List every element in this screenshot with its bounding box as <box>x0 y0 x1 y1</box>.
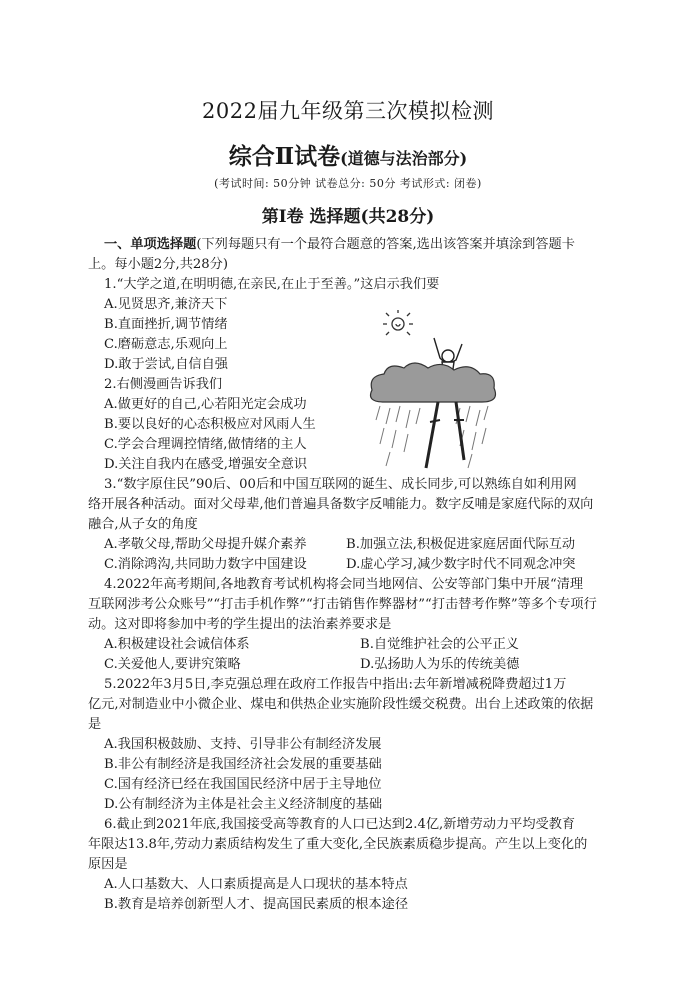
q4-option-d: D.弘扬助人为乐的传统美德 <box>360 657 520 672</box>
q5-option-a: A.我国积极鼓励、支持、引导非公有制经济发展 <box>104 737 382 752</box>
q2-option-d: D.关注自我内在感受,增强安全意识 <box>104 457 308 472</box>
q6-option-b: B.教育是培养创新型人才、提高国民素质的根本途径 <box>104 897 409 912</box>
q3-option-a: A.孝敬父母,帮助父母提升媒介素养 <box>104 537 307 552</box>
q3-option-c: C.消除鸿沟,共同助力数字中国建设 <box>104 557 307 572</box>
exam-subtitle: 综合Ⅱ试卷 <box>228 143 341 170</box>
q5-stem-3: 是 <box>88 717 102 732</box>
q6-stem-1: 6.截止到2021年底,我国接受高等教育的人口已达到2.4亿,新增劳动力平均受教育 <box>104 817 576 832</box>
q3-stem-3: 融合,从子女的角度 <box>88 517 198 532</box>
section-instruction-1: (下列每题只有一个最符合题意的答案,选出该答案并填涂到答题卡 <box>196 237 575 252</box>
exam-subtitle-note: (道德与法治部分) <box>340 149 468 168</box>
section-instruction-2: 上。每小题2分,共28分) <box>88 257 229 272</box>
q1-stem: 1.“大学之道,在明明德,在亲民,在止于至善。”这启示我们要 <box>104 277 440 292</box>
q6-stem-2: 年限达13.8年,劳动力素质结构发生了重大变化,全民族素质稳步提高。产生以上变化的 <box>88 837 588 852</box>
exam-title: 2022届九年级第三次模拟检测 <box>202 99 494 123</box>
q2-option-b: B.要以良好的心态积极应对风雨人生 <box>104 417 316 432</box>
q2-option-c: C.学会合理调控情绪,做情绪的主人 <box>104 437 307 452</box>
q1-option-c: C.磨砺意志,乐观向上 <box>104 337 228 352</box>
q3-stem-2: 络开展各种活动。面对父母辈,他们普遍具备数字反哺能力。数字反哺是家庭代际的双向 <box>88 497 594 512</box>
q4-stem-2: 互联网涉考公众账号”“打击手机作弊”“打击销售作弊器材”“打击替考作弊”等多个专项行 <box>88 597 597 612</box>
q4-stem-3: 动。这对即将参加中考的学生提出的法治素养要求是 <box>88 617 392 632</box>
q3-option-d: D.虚心学习,减少数字时代不同观念冲突 <box>346 557 576 572</box>
q6-stem-3: 原因是 <box>88 857 128 872</box>
q5-stem-2: 亿元,对制造业中小微企业、煤电和供热企业实施阶段性缓交税费。出台上述政策的依据 <box>88 697 594 712</box>
q4-option-c: C.关爱他人,要讲究策略 <box>104 657 241 672</box>
stilts <box>426 402 464 468</box>
exam-subtitle-wrap <box>0 138 696 171</box>
stilts-in-rain-cartoon <box>360 310 510 470</box>
q1-option-d: D.敢于尝试,自信自强 <box>104 357 228 372</box>
q5-option-c: C.国有经济已经在我国国民经济中居于主导地位 <box>104 777 382 792</box>
rain-cloud <box>371 363 496 402</box>
q2-option-a: A.做更好的自己,心若阳光定会成功 <box>104 397 307 412</box>
q1-option-a: A.见贤思齐,兼济天下 <box>104 297 228 312</box>
part-title: 第Ⅰ卷 选择题(共28分) <box>261 207 435 227</box>
q2-stem: 2.右侧漫画告诉我们 <box>104 377 223 392</box>
q4-option-b: B.自觉维护社会的公平正义 <box>360 637 519 652</box>
q5-option-b: B.非公有制经济是我国经济社会发展的重要基础 <box>104 757 382 772</box>
section-heading: 一、单项选择题 <box>104 237 197 252</box>
section-instruction-line-1 <box>104 236 575 254</box>
q5-stem-1: 5.2022年3月5日,李克强总理在政府工作报告中指出:去年新增减税降费超过1万 <box>104 677 567 692</box>
exam-info: (考试时间: 50分钟 试卷总分: 50分 考试形式: 闭卷) <box>214 177 482 190</box>
q1-option-b: B.直面挫折,调节情绪 <box>104 317 228 332</box>
q5-option-d: D.公有制经济为主体是社会主义经济制度的基础 <box>104 797 383 812</box>
q6-option-a: A.人口基数大、人口素质提高是人口现状的基本特点 <box>104 877 408 892</box>
sun-icon <box>383 310 413 335</box>
q4-stem-1: 4.2022年高考期间,各地教育考试机构将会同当地网信、公安等部门集中开展“清理 <box>104 577 584 592</box>
q3-option-b: B.加强立法,积极促进家庭居面代际互动 <box>346 537 576 552</box>
q4-option-a: A.积极建设社会诚信体系 <box>104 637 250 652</box>
q3-stem-1: 3.“数字原住民”90后、00后和中国互联网的诞生、成长同步,可以熟练自如利用网 <box>104 477 577 492</box>
